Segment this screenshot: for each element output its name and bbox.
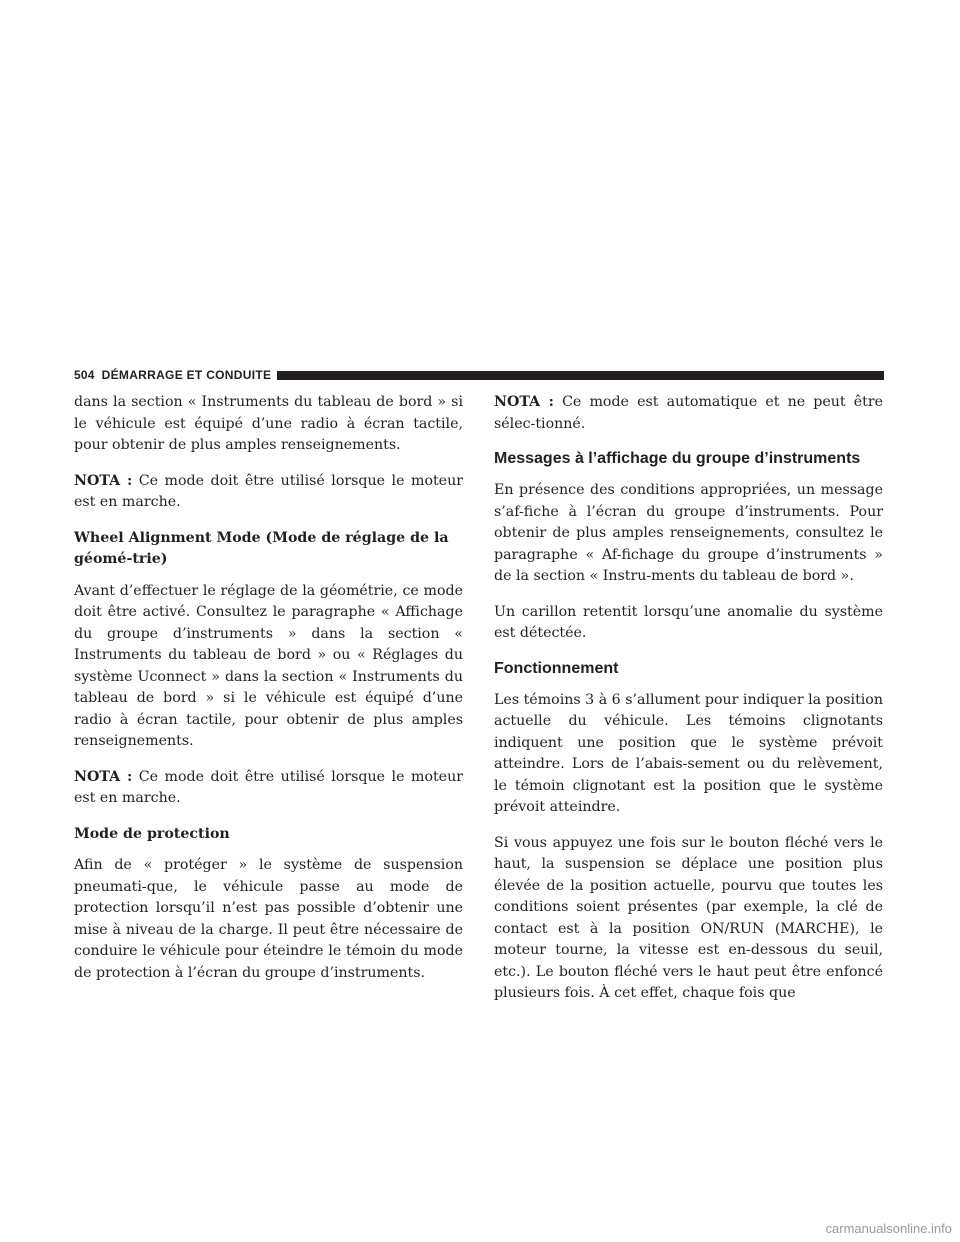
left-column (74, 392, 463, 998)
paragraph: Un carillon retentit lorsqu’une anomalie du système est détectée. (494, 603, 883, 641)
heading-messages: Messages à l’affichage du groupe d’instruments (494, 450, 861, 467)
heading-fonctionnement: Fonctionnement (494, 659, 619, 677)
paragraph: Si vous appuyez une fois sur le bouton fléché vers le haut, la suspension se déplace une position plus élevée de la position actuelle, pourvu que toutes les conditions soient présentes (par exemple, la clé de contact est à la position ON/RUN (MARCHE), le moteur tourne, la vitesse est en-dessous du seuil, etc.). Le bouton fléché vers le haut peut être enfoncé plusieurs fois. À cet effet, chaque fois que (494, 834, 883, 1001)
note-label: NOTA : (74, 472, 133, 489)
page-number: 504 (74, 368, 95, 382)
header-rule (277, 371, 884, 380)
section-title: DÉMARRAGE ET CONDUITE (101, 368, 272, 382)
subheading-wheel-alignment: Wheel Alignment Mode (Mode de réglage de la géomé-trie) (74, 529, 449, 567)
note (74, 767, 463, 810)
paragraph: En présence des conditions appropriées, un message s’af-fiche à l’écran du groupe d’instruments. Pour obtenir de plus amples renseignements, consultez le paragraphe « Af-fichage du groupe d’instruments » de la section « Instru-ments du tableau de bord ». (494, 482, 883, 584)
watermark: carmanualsonline.info (825, 1221, 952, 1236)
note-label: NOTA : (74, 768, 133, 785)
right-column (494, 392, 883, 1019)
note (74, 471, 463, 514)
paragraph: Avant d’effectuer le réglage de la géométrie, ce mode doit être activé. Consultez le paragraphe « Affichage du groupe d’instruments » dans la section « Instruments du tableau de bord » ou « Réglages du système Uconnect » dans la section « Instruments du tableau de bord » si le véhicule est équipé d’une radio à écran tactile, pour obtenir de plus amples renseignements. (74, 582, 463, 749)
paragraph: Afin de « protéger » le système de suspension pneumati-que, le véhicule passe au mode de protection lorsqu’il n’est pas possible d’obtenir une mise à niveau de la charge. Il peut être nécessaire de conduire le véhicule pour éteindre le témoin du mode de protection à l’écran du groupe d’instruments. (74, 857, 463, 981)
note-label: NOTA : (494, 394, 554, 410)
paragraph: dans la section « Instruments du tableau de bord » si le véhicule est équipé d’une radio à écran tactile, pour obtenir de plus amples renseignements. (74, 394, 463, 453)
paragraph: Les témoins 3 à 6 s’allument pour indiquer la position actuelle du véhicule. Les témoins clignotants indiquent une position que le système prévoit atteindre. Lors de l’abais-sement ou du relèvement, le témoin clignotant est la position que le système prévoit atteindre. (494, 691, 883, 815)
page-header (74, 367, 884, 383)
note-text: Ce mode est automatique et ne peut être sélec-tionné. (494, 394, 884, 432)
subheading-protection-mode: Mode de protection (74, 825, 230, 842)
note-text: Ce mode doit être utilisé lorsque le moteur est en marche. (74, 768, 463, 806)
note (494, 392, 883, 435)
note-text: Ce mode doit être utilisé lorsque le moteur est en marche. (74, 472, 463, 510)
